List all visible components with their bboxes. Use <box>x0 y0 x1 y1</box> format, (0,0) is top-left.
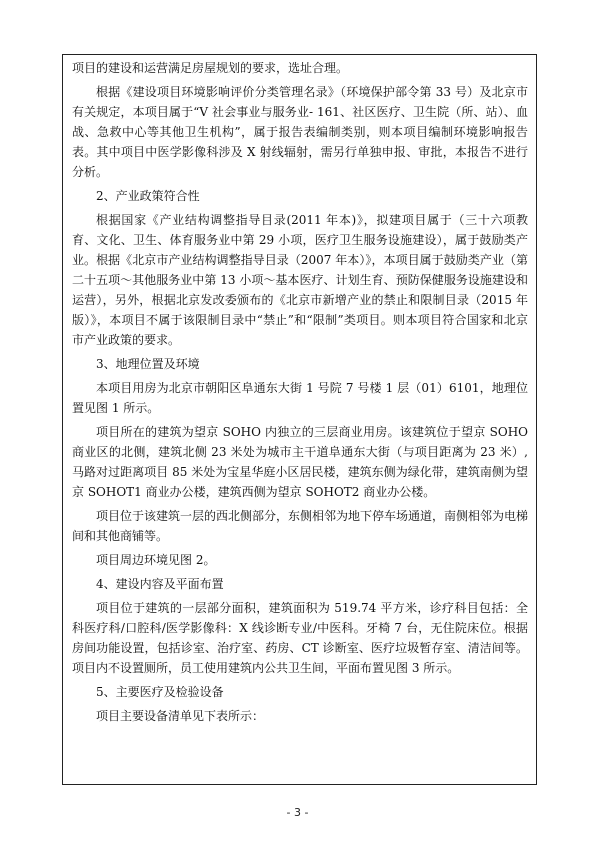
paragraph-surroundings: 项目所在的建筑为望京 SOHO 内独立的三层商业用房。该建筑位于望京 SOHO 商业区的北侧，建筑北侧 23 米处为城市主干道阜通东大街（与项目距离为 23 米）,马路对过距离项目 85 米处为宝星华庭小区居民楼，建筑东侧为绿化带，建筑南侧为望京 SOHOT1 商业办公楼，建筑西侧为望京 SOHOT2 商业办公楼。 <box>72 425 528 499</box>
paragraph-figure-ref: 项目周边环境见图 2。 <box>96 553 216 567</box>
paragraph-industrial-policy: 根据国家《产业结构调整指导目录(2011 年本)》，拟建项目属于（三十六项教育、文化、卫生、体育服务业中第 29 小项，医疗卫生服务设施建设），属于鼓励类产业。根据《北京市产业结构调整指导目录（2007 年本）》，本项目属于鼓励类产业（第二十五项～其他服务业中第 13 小项～基本医疗、计划生育、预防保健服务设施建设和运营），另外，根据北京发改委颁布的《北京市新增产业的禁止和限制目录（2015 年版）》，本项目不属于该限制目录中“禁止”和“限制”类项目。则本项目符合国家和北京市产业政策的要求。 <box>72 213 528 347</box>
paragraph-construction: 项目位于建筑的一层部分面积，建筑面积为 519.74 平方米，诊疗科目包括：全科医疗科/口腔科/医学影像科：X 线诊断专业/中医科。牙椅 7 台，无住院床位。根据房间功能设置，包括诊室、治疗室、药房、CT 诊断室、医疗垃圾暂存室、清洁间等。项目内不设置厕所，员工使用建筑内公共卫生间，平面布置见图 3 所示。 <box>72 601 528 675</box>
heading-location: 3、地理位置及环境 <box>96 357 200 371</box>
paragraph-equipment-list: 项目主要设备清单见下表所示： <box>96 709 265 723</box>
heading-equipment: 5、主要医疗及检验设备 <box>96 685 224 699</box>
document-body <box>72 58 528 726</box>
paragraph-site-selection: 项目的建设和运营满足房屋规划的要求，选址合理。 <box>72 61 349 75</box>
heading-construction: 4、建设内容及平面布置 <box>96 577 224 591</box>
paragraph-classification: 根据《建设项目环境影响评价分类管理名录》（环境保护部令第 33 号）及北京市有关规定，本项目属于“V 社会事业与服务业- 161、社区医疗、卫生院（所、站）、血战、急救中心等其他卫生机构”，属于报告表编制类别，则本项目编制环境影响报告表。其中项目中医学影像科涉及 X 射线辐射，需另行单独申报、审批，本报告不进行分析。 <box>72 85 528 179</box>
paragraph-position-in-building: 项目位于该建筑一层的西北侧部分，东侧相邻为地下停车场通道，南侧相邻为电梯间和其他商铺等。 <box>72 509 529 543</box>
heading-industrial-policy: 2、产业政策符合性 <box>96 189 200 203</box>
page-number: - 3 - <box>286 806 309 819</box>
paragraph-address: 本项目用房为北京市朝阳区阜通东大街 1 号院 7 号楼 1 层（01）6101，地理位置见图 1 所示。 <box>72 381 528 415</box>
